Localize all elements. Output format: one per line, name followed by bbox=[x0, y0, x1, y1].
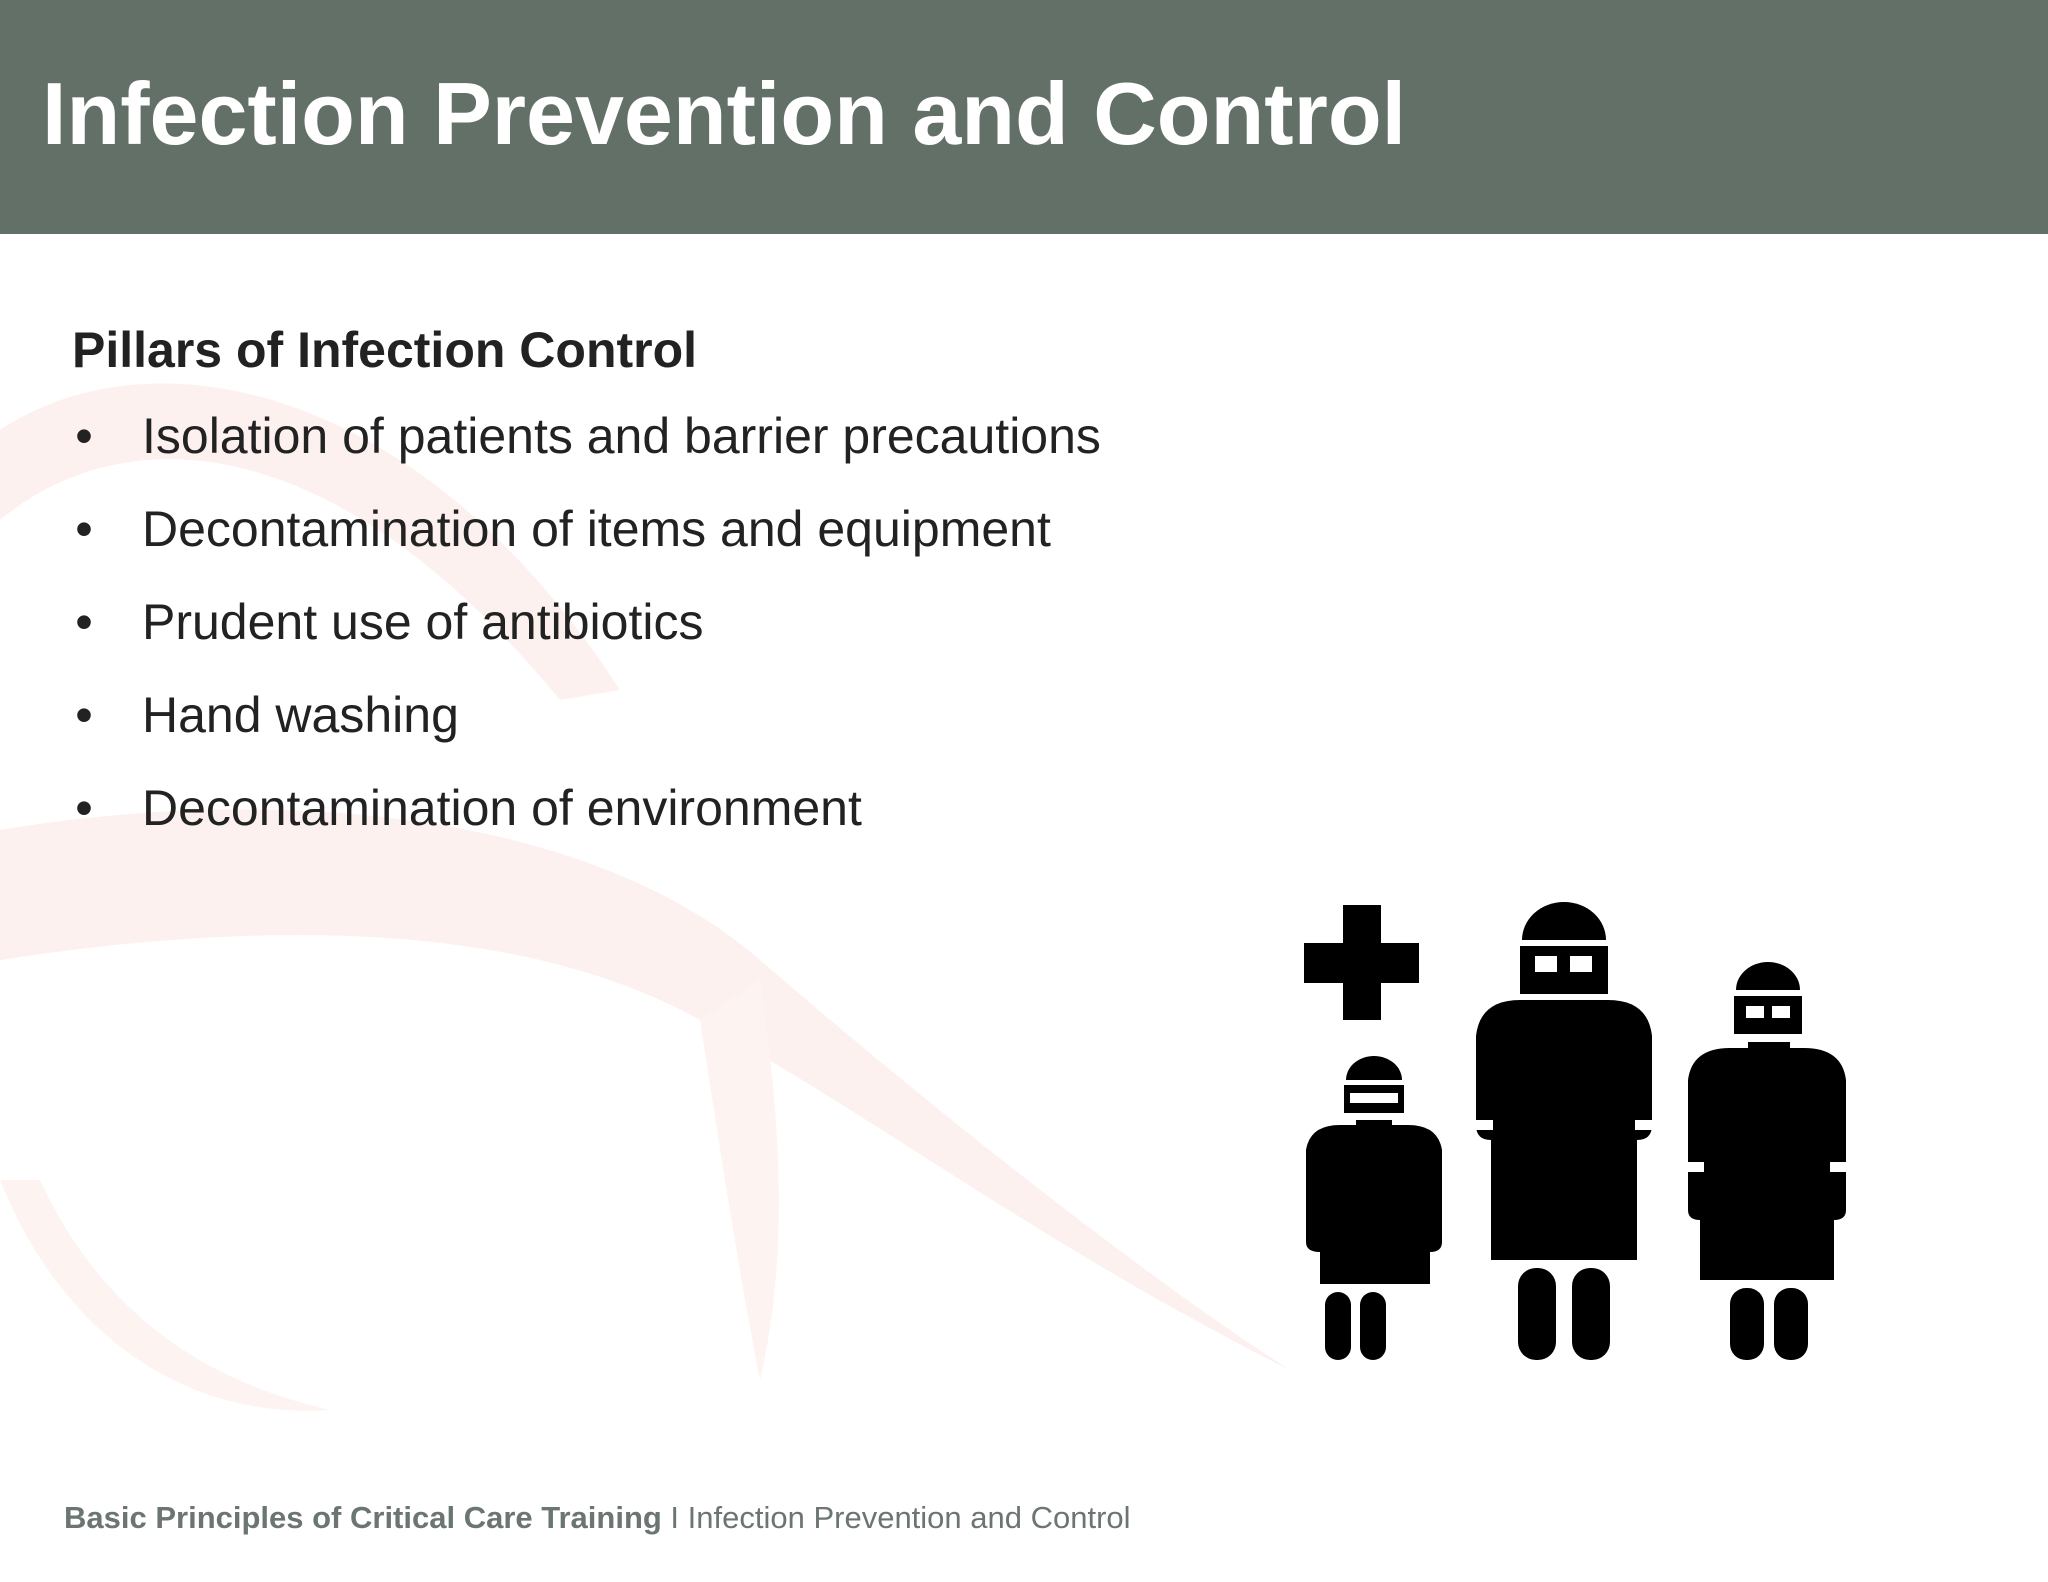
title-bar bbox=[0, 0, 2048, 234]
center-staff-figure-icon bbox=[1473, 902, 1655, 1360]
right-staff-figure-icon bbox=[1684, 962, 1850, 1360]
slide-footer bbox=[64, 1498, 1131, 1538]
list-item-text: Prudent use of antibiotics bbox=[142, 594, 704, 650]
list-item-text: Decontamination of items and equipment bbox=[142, 501, 1051, 557]
medical-cross-icon bbox=[1304, 905, 1419, 1020]
list-item-text: Hand washing bbox=[142, 687, 459, 743]
slide-title: Infection Prevention and Control bbox=[42, 64, 1407, 163]
bullet-icon: • bbox=[75, 780, 93, 836]
section-subheading: Pillars of Infection Control bbox=[72, 322, 698, 378]
bullet-icon: • bbox=[75, 687, 93, 743]
list-item bbox=[72, 483, 1101, 576]
list-item bbox=[72, 576, 1101, 669]
footer-topic: Infection Prevention and Control bbox=[687, 1500, 1131, 1535]
medical-staff-in-gowns-icon bbox=[1290, 880, 1870, 1370]
bullet-icon: • bbox=[75, 594, 93, 650]
pillars-list bbox=[72, 390, 1101, 855]
list-item-text: Isolation of patients and barrier precautions bbox=[142, 408, 1101, 464]
content-block bbox=[72, 318, 1101, 855]
list-item bbox=[72, 762, 1101, 855]
list-item bbox=[72, 390, 1101, 483]
bullet-icon: • bbox=[75, 501, 93, 557]
list-item bbox=[72, 669, 1101, 762]
left-staff-figure-icon bbox=[1306, 1056, 1442, 1360]
bullet-icon: • bbox=[75, 408, 93, 464]
footer-course-name: Basic Principles of Critical Care Training bbox=[64, 1500, 662, 1535]
list-item-text: Decontamination of environment bbox=[142, 780, 862, 836]
footer-separator: I bbox=[661, 1500, 688, 1535]
